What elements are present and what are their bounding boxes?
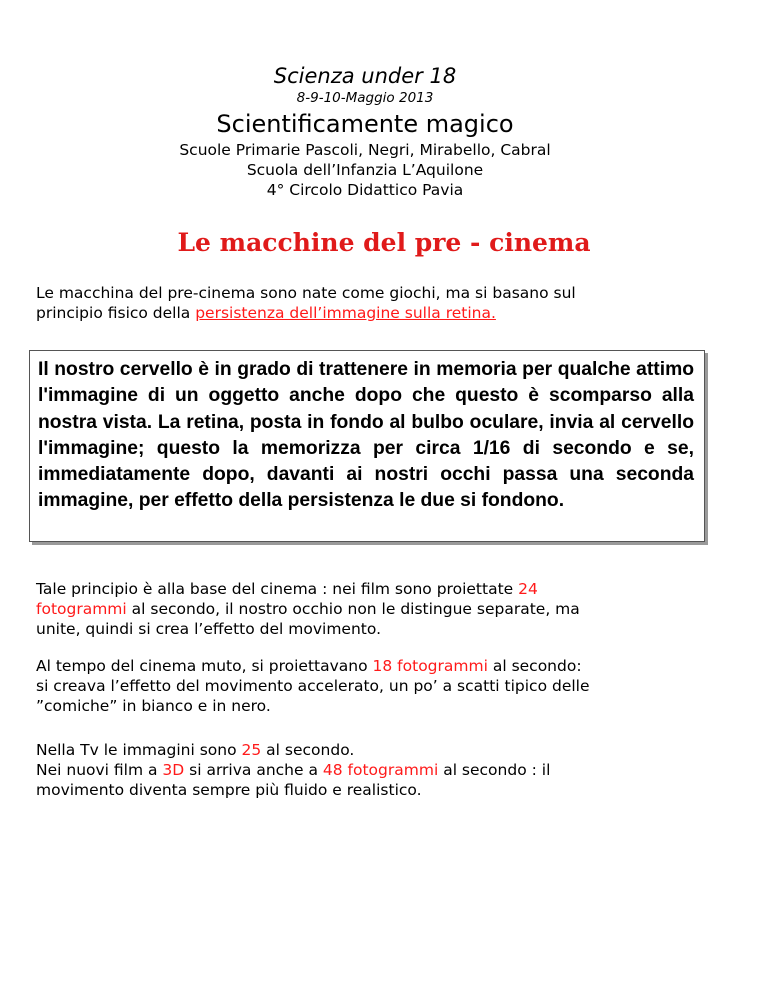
project-title: Scientificamente magico: [216, 110, 514, 138]
cinema-text-1: Tale principio è alla base del cinema : nei film sono proiettate: [36, 580, 519, 598]
document-header: [0, 62, 730, 200]
intro-paragraph: [36, 283, 716, 323]
tv-text-1: Nella Tv le immagini sono: [36, 741, 242, 759]
silent-text-2: al secondo: si creava l’effetto del movimento accelerato, un po’ a scatti tipico delle ”comiche” in bianco e in nero.: [36, 657, 590, 715]
cinema-text-2: al secondo, il nostro occhio non le distingue separate, ma unite, quindi si crea l’effetto del movimento.: [36, 600, 580, 638]
explanation-box: [29, 350, 705, 542]
tv-text-4: al secondo : il movimento diventa sempre più fluido e realistico.: [36, 761, 551, 799]
tv-highlight-2: 3D: [162, 761, 185, 779]
explanation-text: Il nostro cervello è in grado di trattenere in memoria per qualche attimo l'immagine di un oggetto anche dopo che questo è scomparso alla nostra vista. La retina, posta in fondo al bulbo oculare, invia al cervello l'immagine; questo la memorizza per circa 1/16 di secondo e se, immediatamente dopo, davanti ai nostri occhi passa una seconda immagine, per effetto della persistenza le due si fondono.: [38, 359, 694, 512]
event-title: Scienza under 18: [273, 64, 457, 88]
schools-line: Scuole Primarie Pascoli, Negri, Mirabello, Cabral: [179, 141, 551, 159]
intro-highlight: persistenza dell’immagine sulla retina.: [195, 304, 496, 322]
tv-paragraph: [36, 740, 716, 800]
tv-text-3: si arriva anche a: [184, 761, 323, 779]
tv-highlight-3: 48 fotogrammi: [322, 761, 439, 779]
page-title: Le macchine del pre - cinema: [177, 228, 591, 257]
event-dates: 8-9-10-Maggio 2013: [296, 90, 434, 106]
tv-text-2: al secondo. Nei nuovi film a: [36, 741, 355, 779]
cinema-paragraph: [36, 579, 716, 639]
circle-line: 4° Circolo Didattico Pavia: [266, 181, 464, 199]
kindergarten-line: Scuola dell’Infanzia L’Aquilone: [246, 161, 484, 179]
silent-text-1: Al tempo del cinema muto, si proiettavano: [36, 657, 373, 675]
silent-cinema-paragraph: [36, 656, 716, 716]
intro-text: Le macchina del pre-cinema sono nate come giochi, ma si basano sul principio fisico della: [36, 284, 576, 322]
tv-highlight-1: 25: [241, 741, 262, 759]
silent-highlight: 18 fotogrammi: [372, 657, 488, 675]
cinema-highlight: 24 fotogrammi: [36, 580, 538, 618]
